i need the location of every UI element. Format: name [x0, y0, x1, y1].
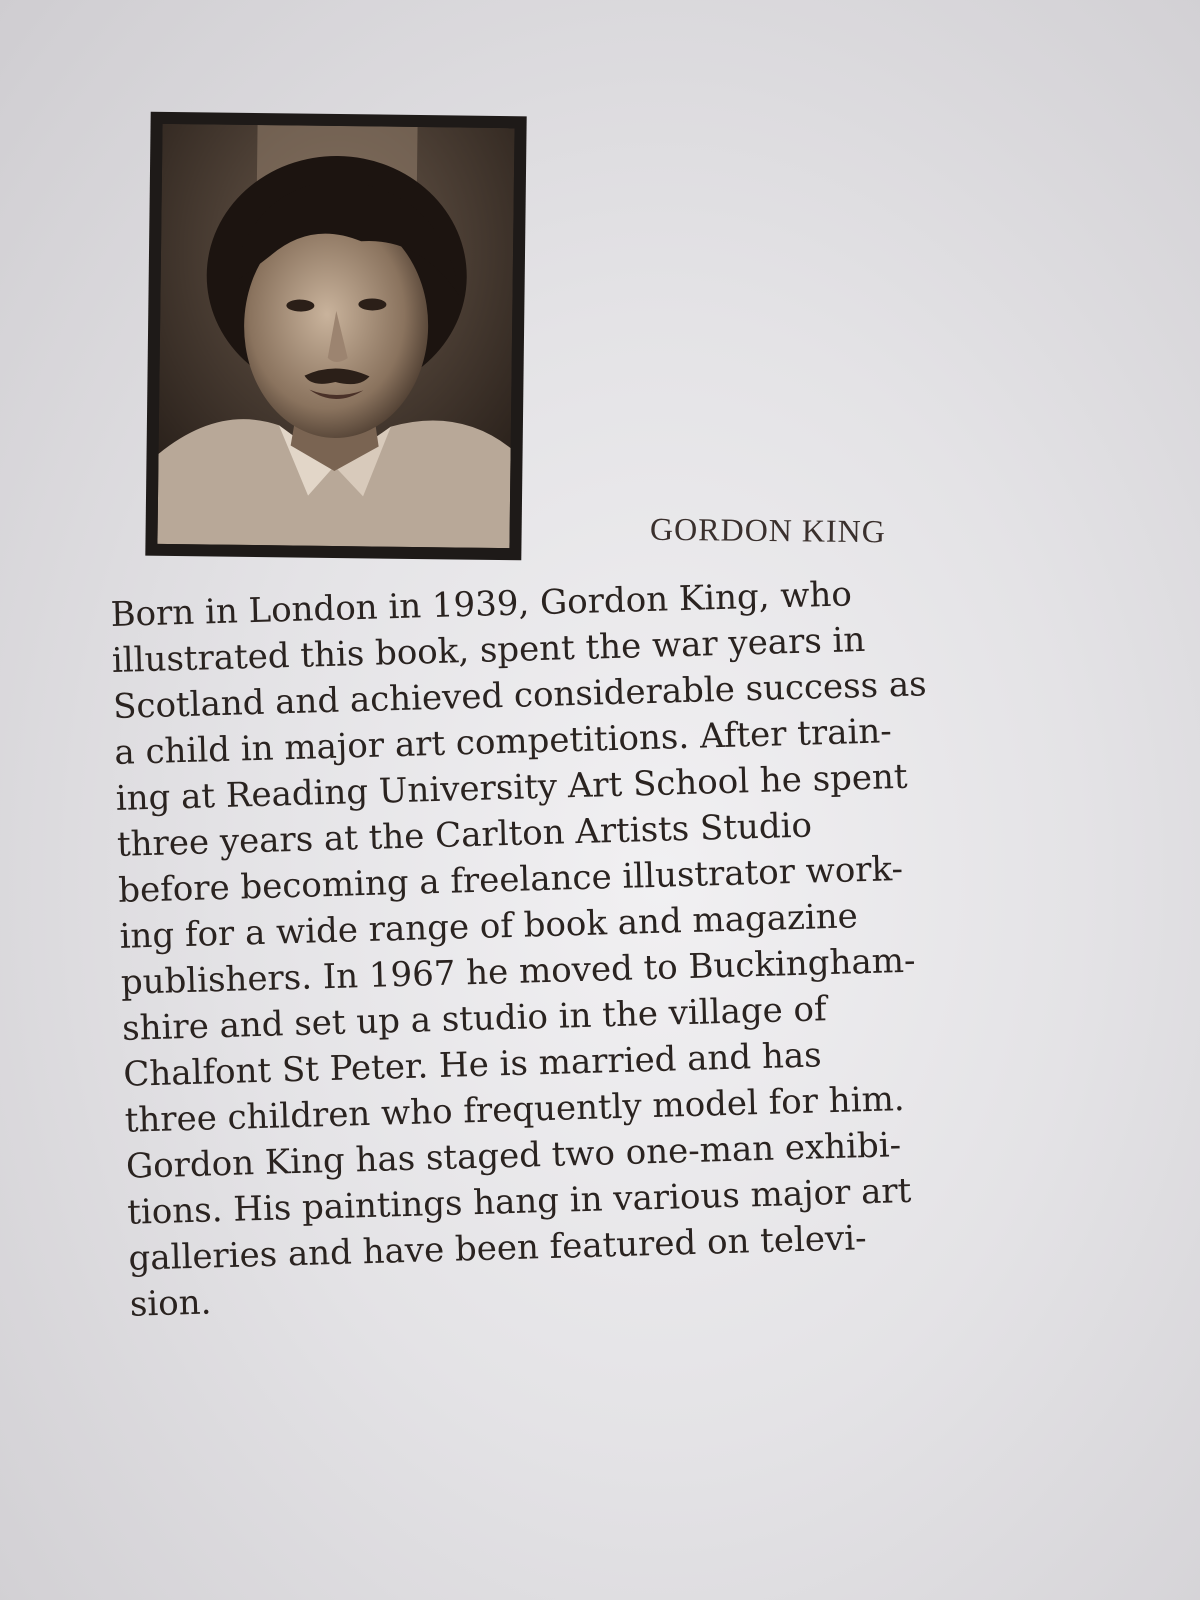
bio-line: Chalfont St Peter. He is married and has — [122, 1035, 823, 1095]
bio-line: publishers. In 1967 he moved to Buckingham- — [120, 940, 916, 1003]
bio-line: sion. — [129, 1282, 212, 1325]
bio-line: Scotland and achieved considerable success as — [112, 664, 928, 727]
bio-line: tions. His paintings hang in various major art — [126, 1170, 912, 1233]
bio-line: Gordon King has staged two one-man exhibi- — [125, 1125, 902, 1187]
bio-line: ing for a wide range of book and magazine — [119, 896, 859, 957]
bio-line: a child in major art competitions. After train- — [113, 711, 893, 773]
portrait-photo — [157, 124, 514, 548]
bio-line: ing at Reading University Art School he spent — [115, 756, 909, 819]
author-name-caption: GORDON KING — [649, 510, 887, 550]
bio-line: illustrated this book, spent the war years in — [111, 619, 866, 681]
bio-line: three children who frequently model for him. — [124, 1079, 906, 1141]
bio-line: shire and set up a studio in the village of — [121, 989, 828, 1049]
bio-line: before becoming a freelance illustrator work- — [117, 848, 904, 911]
bio-line: galleries and have been featured on televi- — [128, 1218, 868, 1279]
portrait-photo-frame — [145, 112, 526, 561]
bio-line: three years at the Carlton Artists Studio — [116, 805, 813, 865]
author-biography — [110, 567, 1030, 1328]
bio-line: Born in London in 1939, Gordon King, who — [110, 574, 853, 635]
